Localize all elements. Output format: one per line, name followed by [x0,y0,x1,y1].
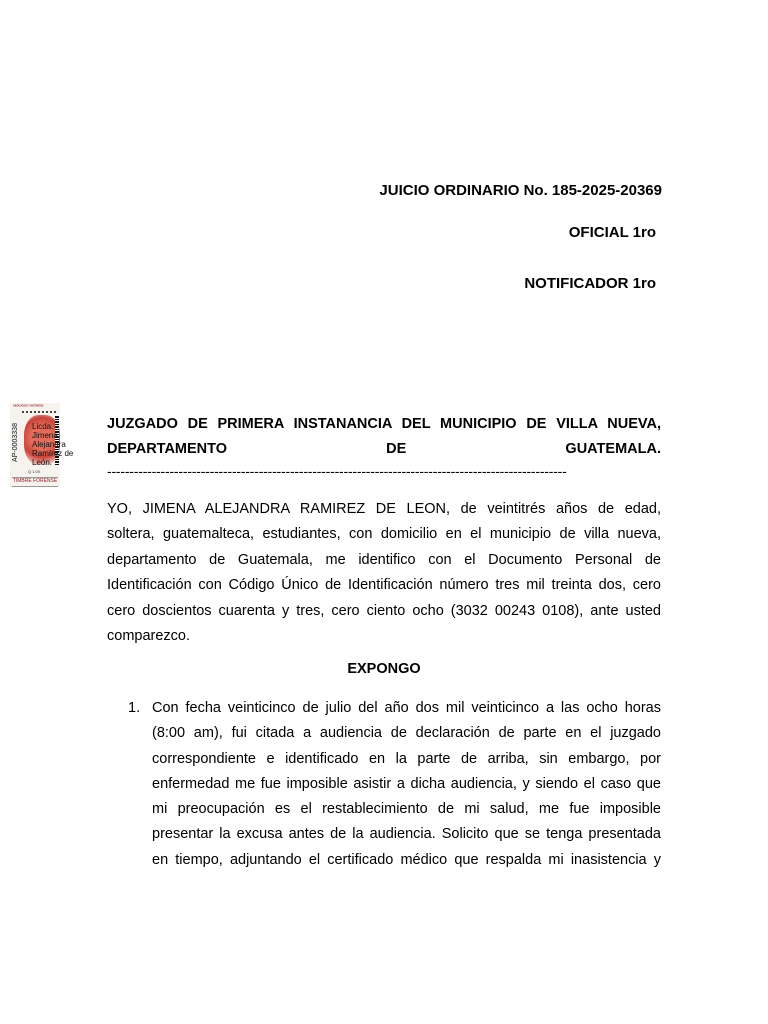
stamp-name: Licda. Jimena Alejandra Ramírez de León. [32,422,74,467]
court-line-2: DEPARTAMENTO DE GUATEMALA. [107,441,661,457]
stamp-price: Q 1.00 [28,469,41,474]
intro-paragraph [107,497,661,649]
section-title: EXPONGO [347,661,421,677]
stamp-footer: TIMBRE FORENSE [12,477,58,487]
court-heading [107,412,661,462]
item-line: (8:00 am), fui citada a audiencia de declaración de parte en el juzgado [152,725,661,742]
case-number: JUICIO ORDINARIO No. 185-2025-20369 [379,182,662,199]
forensic-stamp [10,403,74,487]
intro-line: departamento de Guatemala, me identifico con el Documento Personal de [107,551,661,568]
official-label: OFICIAL 1ro [568,224,656,241]
intro-line: comparezco. [107,628,191,645]
intro-line: cero doscientos cuarenta y tres, cero ciento ocho (3032 00243 0108), ante usted [107,602,661,619]
item-line: mi preocupación es el restablecimiento de mi salud, me fue imposible [152,801,661,818]
item-line: correspondiente e identificado en la parte de arriba, sin embargo, por [152,750,661,767]
stamp-dots [22,411,56,413]
item-line: presentar la excusa antes de la audiencia. Solicito que se tenga presentada [152,826,661,843]
item-line: Con fecha veinticinco de julio del año dos mil veinticinco a las ocho horas [152,700,661,716]
intro-line: Identificación con Código Único de Identificación número tres mil treinta dos, cero [107,577,661,594]
court-line-1: JUZGADO DE PRIMERA INSTANANCIA DEL MUNICIPIO DE VILLA NUEVA, [107,416,661,432]
stamp-top-text: ABOGADOS Y NOTARIOS [13,404,44,408]
item-line: enfermedad me fue imposible asistir a dicha audiencia, y siendo el caso que [152,775,661,792]
list-item-text [152,696,661,873]
intro-line: soltera, guatemalteca, estudiantes, con domicilio en el municipio de villa nueva, [107,526,661,543]
intro-line: YO, JIMENA ALEJANDRA RAMIREZ DE LEON, de veintitrés años de edad, [107,501,661,517]
item-line: en tiempo, adjuntando el certificado médico que respalda mi inasistencia y [152,851,661,868]
notifier-label: NOTIFICADOR 1ro [524,275,656,292]
stamp-serial: AP-0003338 [11,423,19,462]
separator-line: ------------------------------------------------------------------------------------------------------- [107,463,567,479]
list-item-number: 1. [128,700,141,716]
